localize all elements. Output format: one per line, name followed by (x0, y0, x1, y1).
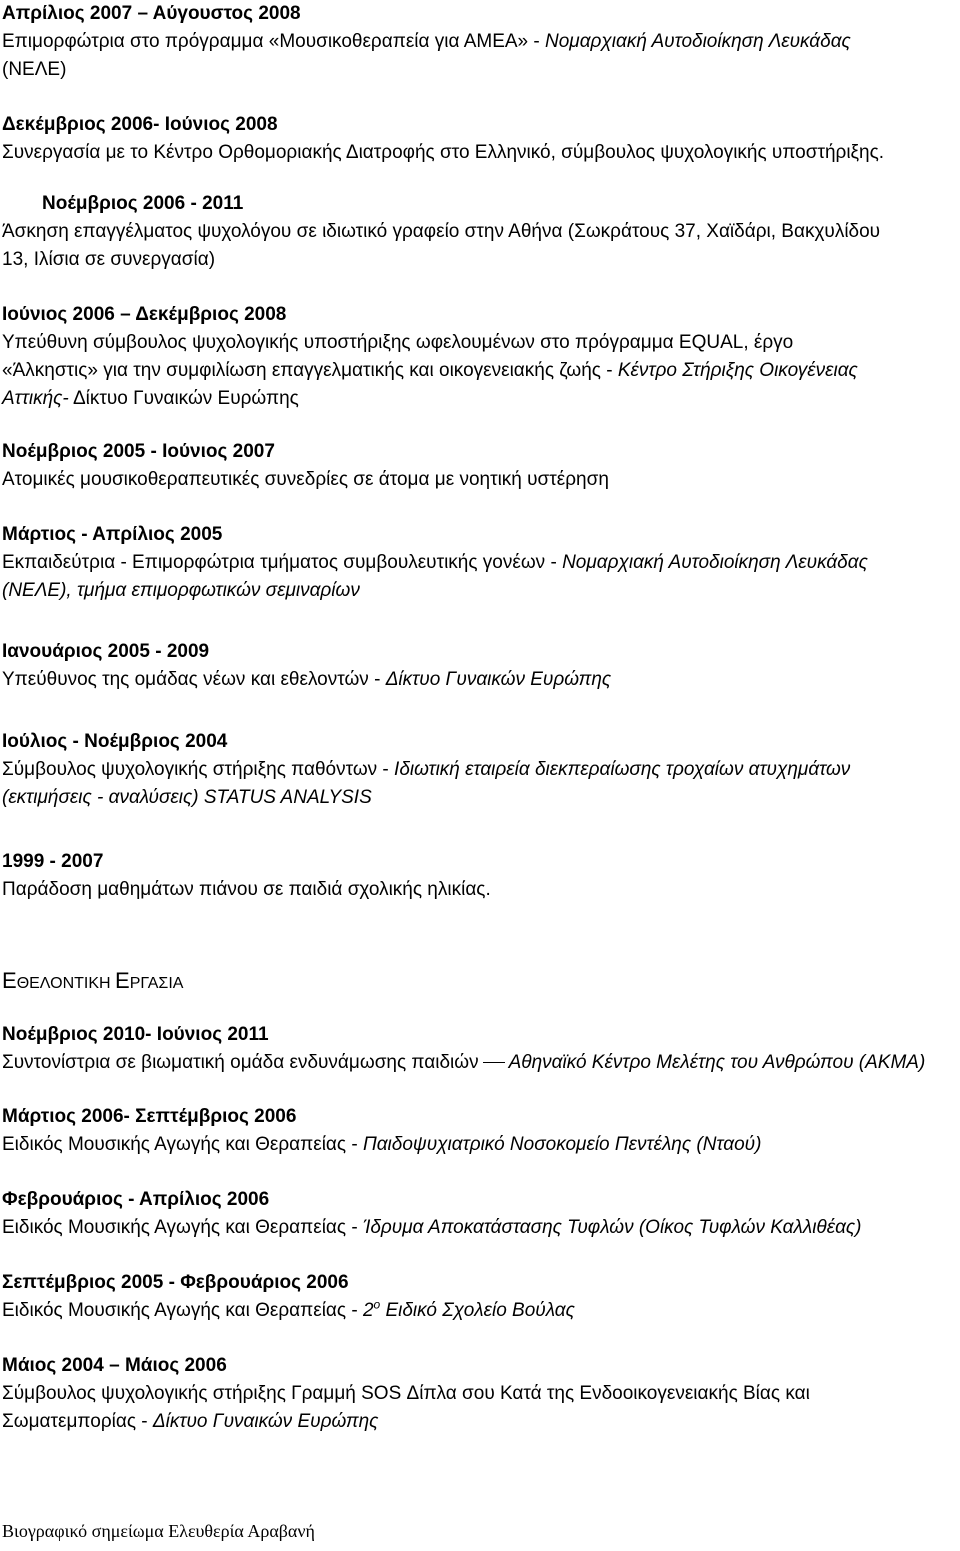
volunteer-entry (2, 1186, 958, 1242)
entry-text: Παράδοση μαθημάτων πιάνου σε παιδιά σχολικής ηλικίας. (2, 879, 491, 900)
ordinal-superscript: ο (373, 1297, 381, 1312)
entry-text: Συνεργασία με το Κέντρο Ορθομοριακής Διατροφής στο Ελληνικό, σύμβουλος ψυχολογικής υποστήριξης. (2, 142, 885, 163)
entry-organization-number: 2 (362, 1300, 374, 1321)
entry-organization-name: Ειδικό Σχολείο Βούλας (380, 1300, 575, 1321)
entry-text: «Άλκηστις» για την συμφιλίωση επαγγελματικής και οικογενειακής ζωής - (2, 360, 618, 381)
work-entry (2, 0, 958, 84)
entry-text: Σωματεμπορίας - (2, 1411, 153, 1432)
work-entry (2, 521, 958, 605)
entry-organization: (εκτιμήσεις - αναλύσεις) STATUS ANALYSIS (2, 787, 372, 808)
dash-separator (483, 1062, 505, 1063)
entry-text: Υπεύθυνος της ομάδας νέων και εθελοντών - (2, 669, 386, 690)
entry-heading: Νοέμβριος 2010- Ιούνιος 2011 (2, 1024, 269, 1045)
entry-description (2, 666, 958, 694)
section-title-text: ΘΕΛΟΝΤΙΚΗ (16, 975, 116, 992)
entry-description (2, 1214, 958, 1242)
entry-description (2, 1131, 958, 1159)
entry-text: Σύμβουλος ψυχολογικής στήριξης Γραμμή SOS Δίπλα σου Κατά της Ενδοοικογενειακής Βίας και (2, 1383, 810, 1404)
entry-text: Συντονίστρια σε βιωματική ομάδα ενδυνάμωσης παιδιών (2, 1052, 479, 1073)
volunteer-entry (2, 1352, 958, 1436)
entry-text: Υπεύθυνη σύμβουλος ψυχολογικής υποστήριξης ωφελουμένων στο πρόγραμμα EQUAL, έργο (2, 332, 794, 353)
entry-description (2, 357, 958, 385)
entry-heading: Απρίλιος 2007 – Αύγουστος 2008 (2, 3, 301, 24)
entry-heading: Μάρτιος 2006- Σεπτέμβριος 2006 (2, 1106, 297, 1127)
entry-organization: Δίκτυο Γυναικών Ευρώπης (152, 1411, 379, 1432)
work-entry (2, 848, 958, 904)
work-entry (2, 638, 958, 694)
entry-heading: Νοέμβριος 2005 - Ιούνιος 2007 (2, 441, 275, 462)
entry-text: Σύμβουλος ψυχολογικής στήριξης παθόντων - (2, 759, 395, 780)
entry-text: Ειδικός Μουσικής Αγωγής και Θεραπείας - (2, 1134, 363, 1155)
entry-text: Ειδικός Μουσικής Αγωγής και Θεραπείας - (2, 1217, 363, 1238)
entry-organization (362, 1297, 575, 1321)
work-entry (2, 111, 958, 167)
entry-heading: 1999 - 2007 (2, 851, 104, 872)
page-footer: Βιογραφικό σημείωμα Ελευθερία Αραβανή (2, 1521, 315, 1541)
entry-description (2, 1297, 958, 1325)
entry-description (2, 385, 958, 413)
entry-heading: Μάιος 2004 – Μάιος 2006 (2, 1355, 227, 1376)
entry-heading: Σεπτέμβριος 2005 - Φεβρουάριος 2006 (2, 1272, 349, 1293)
volunteer-entry (2, 1103, 958, 1159)
entry-heading: Δεκέμβριος 2006- Ιούνιος 2008 (2, 114, 278, 135)
entry-heading: Νοέμβριος 2006 - 2011 (42, 193, 244, 214)
work-entry-heading-inline (42, 190, 960, 218)
entry-organization: Αττικής- (2, 388, 69, 409)
volunteer-entry (2, 1021, 958, 1077)
entry-description (2, 1408, 958, 1436)
work-entry (2, 218, 958, 274)
entry-heading: Μάρτιος - Απρίλιος 2005 (2, 524, 223, 545)
entry-description (2, 139, 958, 167)
section-title-volunteer (2, 967, 183, 998)
entry-text: Ατομικές μουσικοθεραπευτικές συνεδρίες σε άτομα με νοητική υστέρηση (2, 469, 609, 490)
entry-description (2, 28, 958, 56)
entry-text: 13, Ιλίσια σε συνεργασία) (2, 249, 216, 270)
entry-organization: Δίκτυο Γυναικών Ευρώπης (385, 669, 612, 690)
entry-description (2, 784, 958, 812)
entry-description (2, 1049, 958, 1077)
entry-organization: Αθηναϊκό Κέντρο Μελέτης του Ανθρώπου (ΑΚΜΑ) (508, 1052, 926, 1073)
entry-text: Επιμορφώτρια στο πρόγραμμα «Μουσικοθεραπεία για ΑΜΕΑ» - (2, 31, 546, 52)
work-entry (2, 728, 958, 812)
volunteer-entry (2, 1269, 958, 1325)
entry-text: Άσκηση επαγγέλματος ψυχολόγου σε ιδιωτικό γραφείο στην Αθήνα (Σωκράτους 37, Χαϊδάρι, Βακχυλίδου (2, 221, 881, 242)
entry-text: (ΝΕΛΕ) (2, 59, 67, 80)
entry-description (2, 577, 958, 605)
entry-organization: Νομαρχιακή Αυτοδιοίκηση Λευκάδας (562, 552, 868, 573)
entry-organization: Ιδιωτική εταιρεία διεκπεραίωσης τροχαίων ατυχημάτων (394, 759, 851, 780)
entry-heading: Ιούνιος 2006 – Δεκέμβριος 2008 (2, 304, 287, 325)
entry-heading: Ιανουάριος 2005 - 2009 (2, 641, 210, 662)
entry-organization: Κέντρο Στήριξης Οικογένειας (617, 360, 858, 381)
entry-heading: Ιούλιος - Νοέμβριος 2004 (2, 731, 228, 752)
entry-text: Δίκτυο Γυναικών Ευρώπης (68, 388, 299, 409)
entry-organization: Παιδοψυχιατρικό Νοσοκομείο Πεντέλης (Νταού) (362, 1134, 762, 1155)
section-title-initial: Ε (115, 968, 130, 993)
entry-organization: Ίδρυμα Αποκατάστασης Τυφλών (Οίκος Τυφλών Καλλιθέας) (362, 1217, 862, 1238)
section-title-initial: Ε (2, 968, 17, 993)
entry-description (2, 549, 958, 577)
entry-description (2, 756, 958, 784)
section-title-text: ΡΓΑΣΙΑ (129, 975, 184, 992)
entry-text: Εκπαιδεύτρια - Επιμορφώτρια τμήματος συμβουλευτικής γονέων - (2, 552, 563, 573)
entry-text: Ειδικός Μουσικής Αγωγής και Θεραπείας - (2, 1300, 363, 1321)
work-entry (2, 301, 958, 413)
entry-organization: Νομαρχιακή Αυτοδιοίκηση Λευκάδας (545, 31, 851, 52)
work-entry (2, 438, 958, 494)
entry-organization: (ΝΕΛΕ), τμήμα επιμορφωτικών σεμιναρίων (2, 580, 360, 601)
entry-heading: Φεβρουάριος - Απρίλιος 2006 (2, 1189, 270, 1210)
